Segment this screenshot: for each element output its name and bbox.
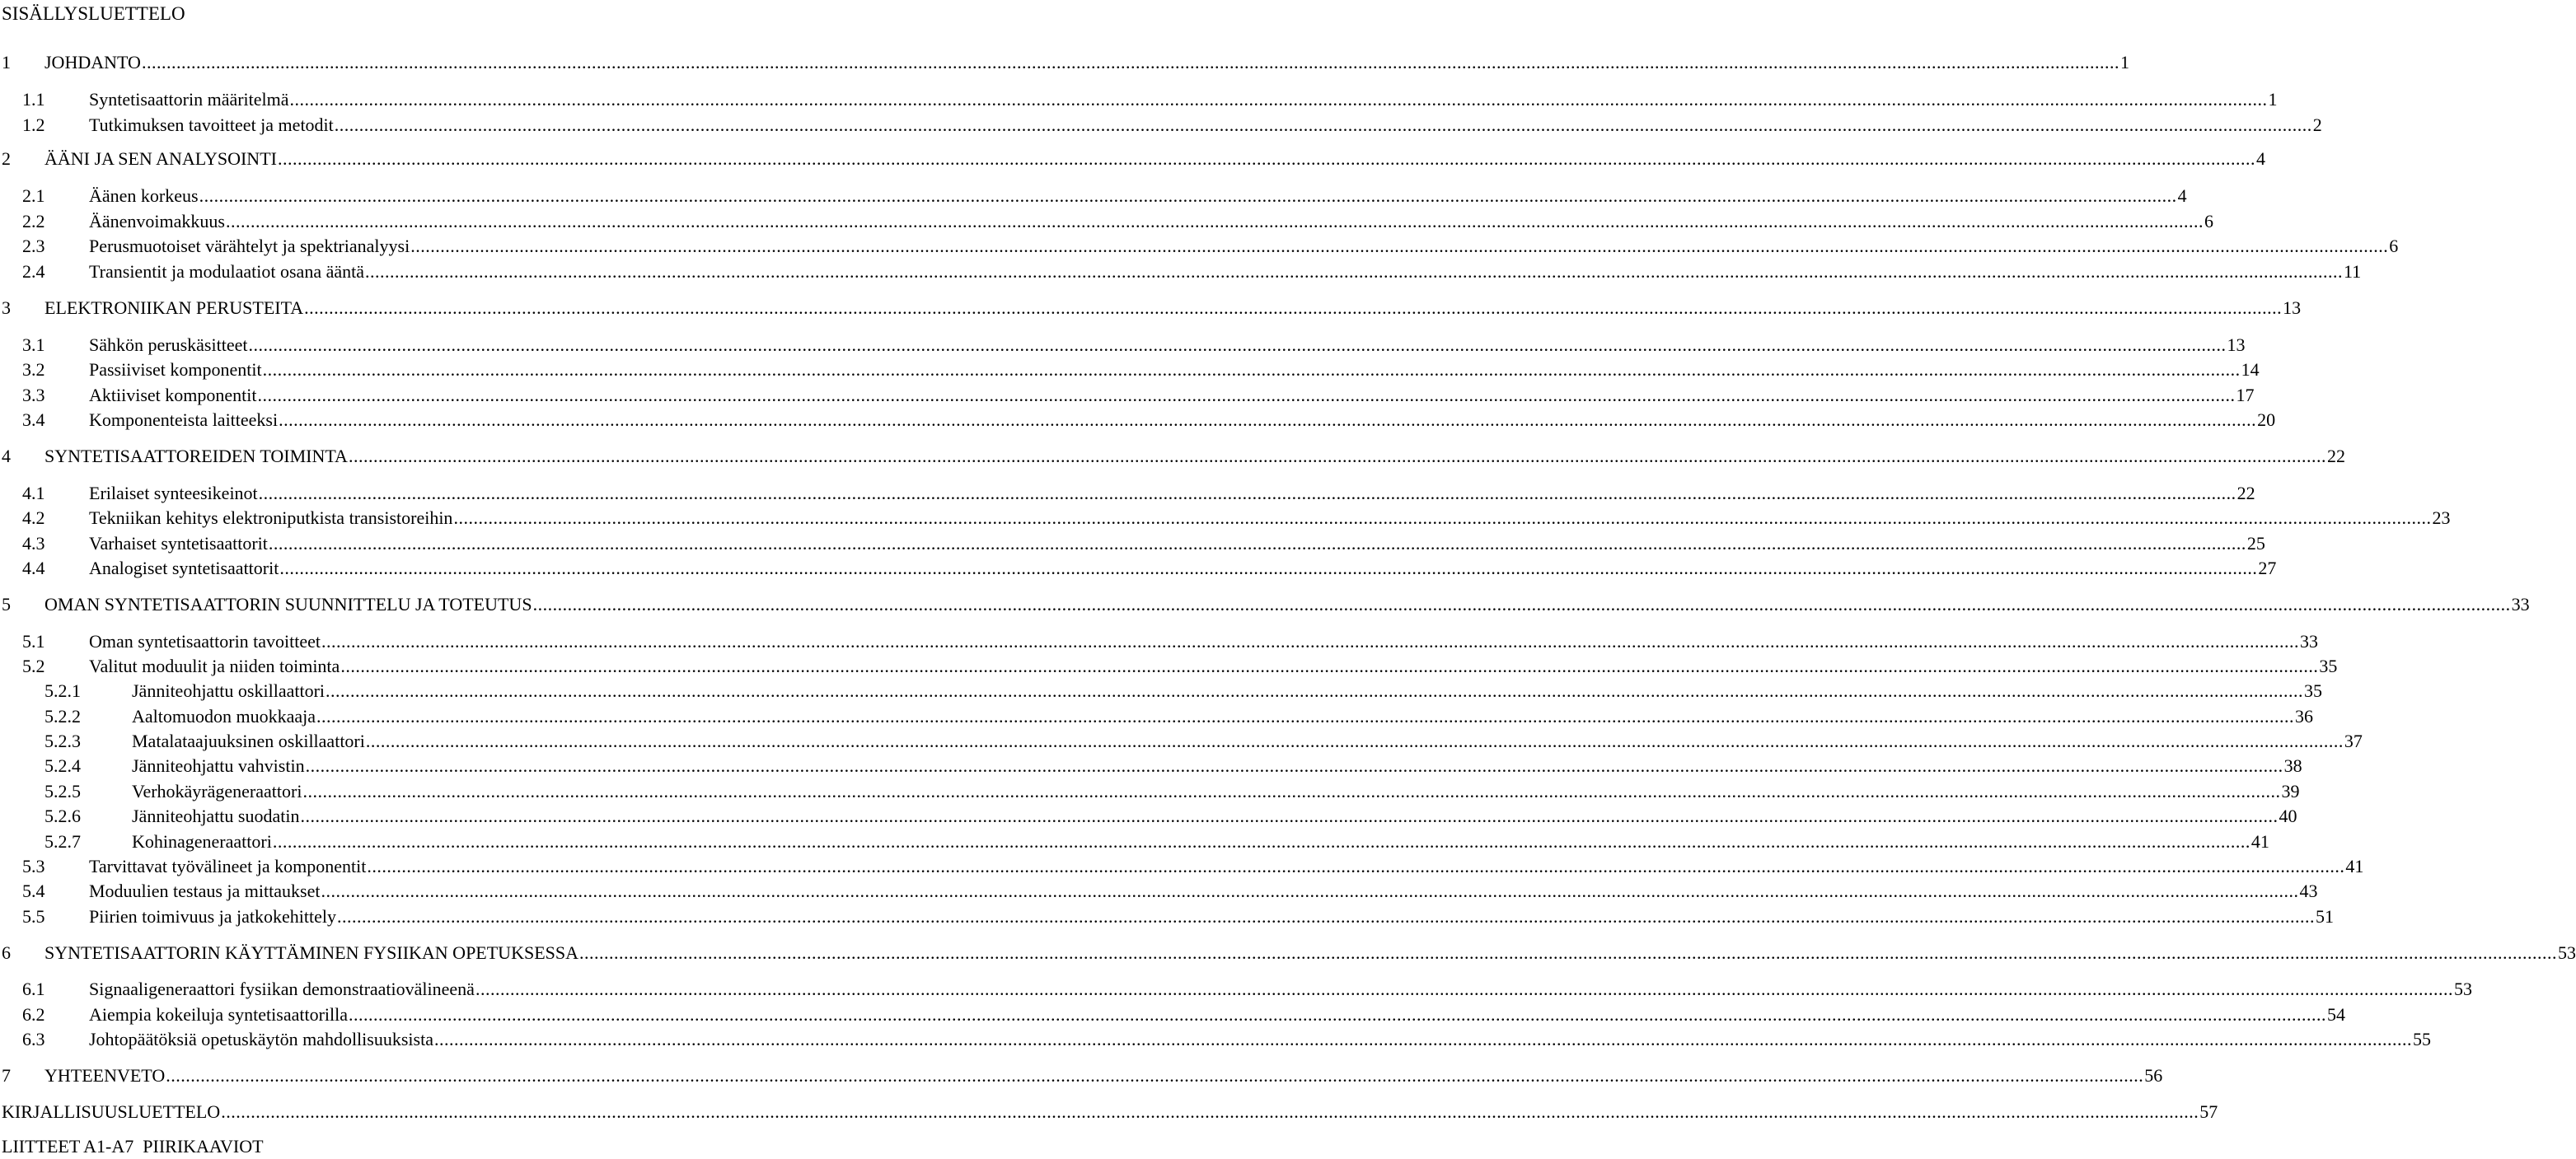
toc-entry-number: 5.2.6 [44, 806, 81, 826]
toc-entry-number: 4.2 [22, 507, 45, 528]
toc-entry-title: Tutkimuksen tavoitteet ja metodit [89, 114, 334, 135]
toc-entry-number: 1.1 [22, 89, 45, 110]
toc-entry-number: 7 [2, 1065, 11, 1086]
dot-leader: ................................................................................................................................................................................................................................................................................................................................................................................................................ [248, 334, 2227, 355]
toc-entry[interactable] [0, 904, 2335, 929]
toc-entry[interactable] [0, 1002, 2346, 1027]
toc-entry[interactable] [0, 941, 2576, 965]
dot-leader: ................................................................................................................................................................................................................................................................................................................................................................................................................ [277, 148, 2255, 169]
toc-entry-page: 35 [2319, 656, 2338, 676]
toc-entry-title: Jänniteohjattu oskillaattori [132, 680, 326, 701]
dot-leader: ................................................................................................................................................................................................................................................................................................................................................................................................................ [321, 631, 2300, 652]
toc-entry-title: Erilaiset synteesikeinot [89, 483, 258, 503]
dot-leader: ................................................................................................................................................................................................................................................................................................................................................................................................................ [348, 446, 2326, 466]
toc-entry-page: 40 [2279, 806, 2297, 826]
toc-entry[interactable] [0, 779, 2300, 804]
toc-entry-page: 1 [2268, 89, 2278, 110]
toc-entry-page: 39 [2281, 781, 2300, 801]
toc-entry[interactable] [0, 804, 2297, 829]
dot-leader: ................................................................................................................................................................................................................................................................................................................................................................................................................ [433, 1029, 2412, 1049]
toc-entry-number: 5.1 [22, 631, 45, 652]
toc-entry[interactable] [0, 209, 2213, 234]
toc-entry-number: 6.2 [22, 1004, 45, 1025]
toc-entry-number: 3.1 [22, 334, 45, 355]
toc-entry-page: 22 [2326, 446, 2345, 466]
dot-leader: ................................................................................................................................................................................................................................................................................................................................................................................................................ [410, 236, 2389, 256]
toc-entry-number: 3 [2, 297, 11, 318]
toc-entry[interactable] [0, 854, 2364, 879]
toc-entry-page: 1 [2119, 52, 2129, 72]
toc-entry-title: KIRJALLISUUSLUETTELO [2, 1101, 221, 1122]
toc-entry[interactable] [0, 506, 2451, 530]
toc-entry-number: 2.1 [22, 185, 45, 206]
toc-entry-title: Moduulien testaus ja mittaukset [89, 881, 321, 901]
toc-entry-number: 5.2.7 [44, 831, 81, 852]
toc-entry-page: 53 [2453, 979, 2472, 999]
toc-entry-title: Äänen korkeus [89, 185, 199, 206]
toc-entry-title: Äänenvoimakkuus [89, 211, 225, 231]
toc-entry-page: 43 [2299, 881, 2318, 901]
dot-leader: ................................................................................................................................................................................................................................................................................................................................................................................................................ [289, 89, 2268, 110]
dot-leader: ................................................................................................................................................................................................................................................................................................................................................................................................................ [279, 558, 2258, 578]
toc-entry-title: Valitut moduulit ja niiden toiminta [89, 656, 340, 676]
toc-entry-page: 6 [2389, 236, 2399, 256]
toc-entry[interactable] [0, 383, 2255, 408]
dot-leader: ................................................................................................................................................................................................................................................................................................................................................................................................................ [365, 261, 2343, 282]
toc-entry-page: 2 [2312, 114, 2322, 135]
toc-entry-page: 14 [2241, 359, 2260, 380]
dot-leader: ................................................................................................................................................................................................................................................................................................................................................................................................................ [475, 979, 2453, 999]
toc-entry-title: Perusmuotoiset värähtelyt ja spektrianalyysi [89, 236, 410, 256]
toc-entry[interactable] [0, 879, 2318, 904]
dot-leader: ................................................................................................................................................................................................................................................................................................................................................................................................................ [302, 781, 2281, 801]
dot-leader: ................................................................................................................................................................................................................................................................................................................................................................................................................ [365, 731, 2344, 751]
toc-entry-number: 4.3 [22, 533, 45, 554]
toc-entry-number: 3.4 [22, 409, 45, 430]
toc-entry[interactable] [0, 556, 2277, 581]
toc-entry-number: 5.5 [22, 906, 45, 927]
toc-entry-number: 4.1 [22, 483, 45, 503]
toc-entry-number: 5.2 [22, 656, 45, 676]
toc-entry-page: 4 [2177, 185, 2187, 206]
toc-entry-number: 5.3 [22, 856, 45, 876]
toc-entry[interactable] [0, 592, 2530, 617]
toc-entry[interactable] [0, 50, 2129, 75]
toc-entry-title: Kohinageneraattori [132, 831, 272, 852]
toc-entry[interactable] [0, 481, 2255, 506]
toc-entry-title: ÄÄNI JA SEN ANALYSOINTI [44, 148, 277, 169]
toc-entry[interactable] [0, 408, 2276, 432]
toc-entry[interactable] [0, 977, 2472, 1002]
toc-entry-number: 2.4 [22, 261, 45, 282]
toc-entry-title: Varhaiset syntetisaattorit [89, 533, 268, 554]
toc-entry-number: 5.2.1 [44, 680, 81, 701]
toc-entry[interactable] [0, 259, 2362, 284]
toc-entry[interactable] [0, 654, 2338, 679]
toc-entry-title: Komponenteista laitteeksi [89, 409, 279, 430]
toc-entry-title: Tarvittavat työvälineet ja komponentit [89, 856, 367, 876]
toc-entry-page: 11 [2344, 261, 2362, 282]
dot-leader: ................................................................................................................................................................................................................................................................................................................................................................................................................ [257, 385, 2236, 405]
toc-entry-title: ELEKTRONIIKAN PERUSTEITA [44, 297, 304, 318]
toc-entry[interactable] [0, 333, 2246, 358]
toc-entry-number: 1.2 [22, 114, 45, 135]
toc-entry[interactable] [0, 729, 2363, 754]
toc-entry-number: 4 [2, 446, 11, 466]
toc-entry-page: 36 [2295, 706, 2314, 727]
toc-entry-title: Sähkön peruskäsitteet [89, 334, 248, 355]
toc-entry-page: 57 [2199, 1101, 2218, 1122]
dot-leader: ................................................................................................................................................................................................................................................................................................................................................................................................................ [225, 211, 2204, 231]
toc-entry-page: 33 [2300, 631, 2319, 652]
toc-entry-number: 2 [2, 148, 11, 169]
toc-entry-number: 6.1 [22, 979, 45, 999]
dot-leader: ................................................................................................................................................................................................................................................................................................................................................................................................................ [279, 409, 2257, 430]
toc-entry[interactable] [0, 754, 2302, 778]
toc-entry[interactable] [0, 184, 2187, 208]
appendix-entry: LIITTEET A1-A7 PIIRIKAAVIOT [2, 1136, 264, 1157]
toc-entry-page: 56 [2144, 1065, 2163, 1086]
toc-entry-title: OMAN SYNTETISAATTORIN SUUNNITTELU JA TOTEUTUS [44, 594, 532, 615]
dot-leader: ................................................................................................................................................................................................................................................................................................................................................................................................................ [304, 297, 2283, 318]
dot-leader: ................................................................................................................................................................................................................................................................................................................................................................................................................ [300, 806, 2279, 826]
toc-entry-title: Piirien toimivuus ja jatkokehittely [89, 906, 337, 927]
dot-leader: ................................................................................................................................................................................................................................................................................................................................................................................................................ [305, 755, 2283, 776]
dot-leader: ................................................................................................................................................................................................................................................................................................................................................................................................................ [349, 1004, 2327, 1025]
toc-entry-number: 2.3 [22, 236, 45, 256]
dot-leader: ................................................................................................................................................................................................................................................................................................................................................................................................................ [367, 856, 2345, 876]
toc-entry[interactable] [0, 444, 2345, 469]
toc-entry-page: 6 [2204, 211, 2213, 231]
dot-leader: ................................................................................................................................................................................................................................................................................................................................................................................................................ [326, 680, 2304, 701]
dot-leader: ................................................................................................................................................................................................................................................................................................................................................................................................................ [268, 533, 2246, 554]
toc-entry-title: Tekniikan kehitys elektroniputkista transistoreihin [89, 507, 453, 528]
toc-entry-title: Aiempia kokeiluja syntetisaattorilla [89, 1004, 349, 1025]
toc-entry-page: 54 [2327, 1004, 2346, 1025]
toc-entry[interactable] [0, 1100, 2218, 1124]
toc-entry-page: 41 [2345, 856, 2364, 876]
toc-entry-title: Aaltomuodon muokkaaja [132, 706, 316, 727]
toc-entry-page: 23 [2432, 507, 2451, 528]
dot-leader: ................................................................................................................................................................................................................................................................................................................................................................................................................ [258, 483, 2236, 503]
dot-leader: ................................................................................................................................................................................................................................................................................................................................................................................................................ [221, 1101, 2199, 1122]
toc-entry-page: 17 [2236, 385, 2255, 405]
toc-entry-page: 41 [2250, 831, 2269, 852]
toc-entry-page: 27 [2258, 558, 2277, 578]
toc-entry-title: Analogiset syntetisaattorit [89, 558, 279, 578]
dot-leader: ................................................................................................................................................................................................................................................................................................................................................................................................................ [453, 507, 2432, 528]
toc-entry-number: 4.4 [22, 558, 45, 578]
toc-entry-page: 38 [2283, 755, 2302, 776]
toc-entry-page: 22 [2236, 483, 2255, 503]
toc-entry[interactable] [0, 531, 2265, 556]
toc-entry-number: 5 [2, 594, 11, 615]
toc-entry-title: Johtopäätöksiä opetuskäytön mahdollisuuksista [89, 1029, 433, 1049]
toc-entry[interactable] [0, 1063, 2163, 1088]
toc-entry-number: 3.2 [22, 359, 45, 380]
toc-entry[interactable] [0, 629, 2319, 654]
toc-entry-number: 5.2.2 [44, 706, 81, 727]
toc-entry-title: JOHDANTO [44, 52, 141, 72]
dot-leader: ................................................................................................................................................................................................................................................................................................................................................................................................................ [532, 594, 2511, 615]
toc-entry-title: Jänniteohjattu suodatin [132, 806, 300, 826]
toc-entry-number: 6.3 [22, 1029, 45, 1049]
toc-entry-title: Matalataajuuksinen oskillaattori [132, 731, 365, 751]
toc-entry-number: 2.2 [22, 211, 45, 231]
toc-entry-number: 3.3 [22, 385, 45, 405]
toc-entry-page: 53 [2558, 942, 2576, 963]
toc-entry-page: 20 [2257, 409, 2276, 430]
toc-entry-page: 13 [2283, 297, 2302, 318]
dot-leader: ................................................................................................................................................................................................................................................................................................................................................................................................................ [316, 706, 2295, 727]
toc-entry-page: 51 [2316, 906, 2335, 927]
toc-entry-title: SYNTETISAATTORIN KÄYTTÄMINEN FYSIIKAN OPETUKSESSA [44, 942, 578, 963]
toc-entry-page: 13 [2227, 334, 2246, 355]
toc-entry-number: 6 [2, 942, 11, 963]
toc-entry[interactable] [0, 358, 2260, 382]
toc-entry-number: 5.2.5 [44, 781, 81, 801]
toc-entry-title: Signaaligeneraattori fysiikan demonstraatiovälineenä [89, 979, 475, 999]
toc-entry-number: 5.2.4 [44, 755, 81, 776]
dot-leader: ................................................................................................................................................................................................................................................................................................................................................................................................................ [337, 906, 2316, 927]
dot-leader: ................................................................................................................................................................................................................................................................................................................................................................................................................ [166, 1065, 2144, 1086]
toc-entry-page: 25 [2246, 533, 2265, 554]
toc-entry-title: Syntetisaattorin määritelmä [89, 89, 289, 110]
page-title: SISÄLLYSLUETTELO [2, 3, 185, 24]
toc-entry[interactable] [0, 113, 2322, 138]
dot-leader: ................................................................................................................................................................................................................................................................................................................................................................................................................ [272, 831, 2250, 852]
dot-leader: ................................................................................................................................................................................................................................................................................................................................................................................................................ [199, 185, 2177, 206]
toc-entry[interactable] [0, 234, 2399, 259]
dot-leader: ................................................................................................................................................................................................................................................................................................................................................................................................................ [321, 881, 2299, 901]
toc-entry[interactable] [0, 830, 2269, 854]
toc-entry-title: SYNTETISAATTOREIDEN TOIMINTA [44, 446, 348, 466]
toc-entry[interactable] [0, 1027, 2431, 1052]
toc-entry[interactable] [0, 296, 2302, 320]
toc-entry-title: YHTEENVETO [44, 1065, 166, 1086]
toc-entry[interactable] [0, 147, 2265, 171]
toc-entry-title: Oman syntetisaattorin tavoitteet [89, 631, 321, 652]
toc-entry-page: 4 [2255, 148, 2265, 169]
toc-entry-number: 5.2.3 [44, 731, 81, 751]
dot-leader: ................................................................................................................................................................................................................................................................................................................................................................................................................ [141, 52, 2119, 72]
dot-leader: ................................................................................................................................................................................................................................................................................................................................................................................................................ [340, 656, 2319, 676]
toc-entry-title: Passiiviset komponentit [89, 359, 262, 380]
dot-leader: ................................................................................................................................................................................................................................................................................................................................................................................................................ [334, 114, 2312, 135]
toc-entry[interactable] [0, 704, 2314, 729]
toc-entry-page: 37 [2344, 731, 2363, 751]
toc-entry-title: Verhokäyrägeneraattori [132, 781, 302, 801]
dot-leader: ................................................................................................................................................................................................................................................................................................................................................................................................................ [579, 942, 2557, 963]
toc-entry-number: 1 [2, 52, 11, 72]
toc-entry-page: 55 [2412, 1029, 2431, 1049]
toc-entry-title: Aktiiviset komponentit [89, 385, 257, 405]
toc-entry-title: Transientit ja modulaatiot osana ääntä [89, 261, 364, 282]
toc-entry-number: 5.4 [22, 881, 45, 901]
toc-entry[interactable] [0, 679, 2323, 703]
toc-entry-title: Jänniteohjattu vahvistin [132, 755, 305, 776]
dot-leader: ................................................................................................................................................................................................................................................................................................................................................................................................................ [262, 359, 2241, 380]
toc-entry[interactable] [0, 87, 2278, 112]
toc-entry-page: 33 [2511, 594, 2530, 615]
toc-entry-page: 35 [2304, 680, 2323, 701]
